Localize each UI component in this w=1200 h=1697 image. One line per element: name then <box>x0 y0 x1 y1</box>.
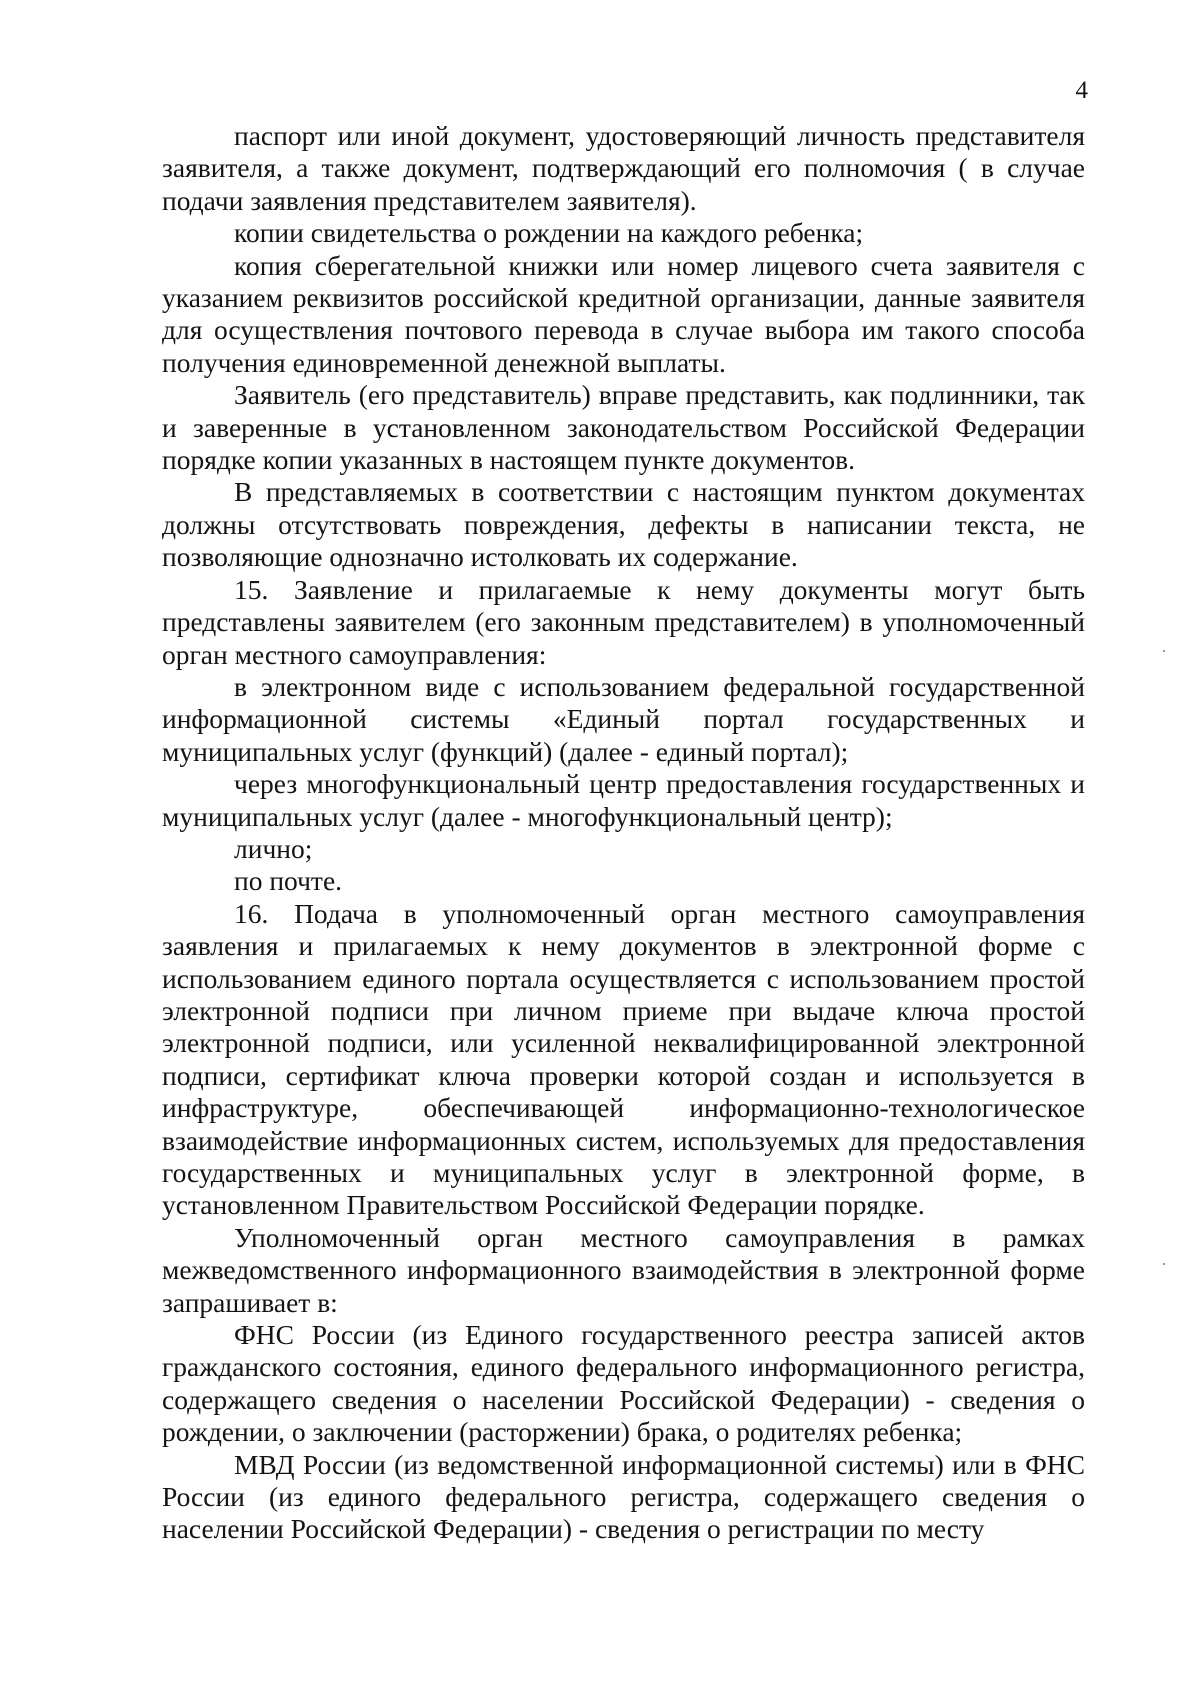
paragraph: по почте. <box>234 865 343 897</box>
paragraph: через многофункциональный центр предоставления государственных и муниципальных услуг (далее - многофункциональный центр); <box>162 768 1085 832</box>
paragraph: копия сберегательной книжки или номер лицевого счета заявителя с указанием реквизитов российской кредитной организации, данные заявителя для осуществления почтового перевода в случае выбора им такого способа получения единовременной денежной выплаты. <box>162 249 1085 378</box>
paragraph: лично; <box>234 832 313 864</box>
paragraph: копии свидетельства о рождении на каждого ребенка; <box>234 217 864 249</box>
paragraph: в электронном виде с использованием федеральной государственной информационной системы «Единый портал государственных и муниципальных услуг (функций) (далее - единый портал); <box>162 670 1085 767</box>
paragraph: МВД России (из ведомственной информационной системы) или в ФНС России (из единого федерального регистра, содержащего сведения о населении Российской Федерации) - сведения о регистрации по месту <box>162 1448 1085 1545</box>
paragraph: ФНС России (из Единого государственного реестра записей актов гражданского состояния, единого федерального информационного регистра, содержащего сведения о населении Российской Федерации) - сведения о рождении, о заключении (расторжении) брака, о родителях ребенка; <box>162 1319 1085 1448</box>
paragraph: В представляемых в соответствии с настоящим пунктом документах должны отсутствовать повреждения, дефекты в написании текста, не позволяющие однозначно истолковать их содержание. <box>162 476 1085 573</box>
document-body <box>162 120 1085 1546</box>
scan-speck <box>1163 1263 1165 1265</box>
paragraph: паспорт или иной документ, удостоверяющий личность представителя заявителя, а также документ, подтверждающий его полномочия ( в случае подачи заявления представителем заявителя). <box>162 120 1085 216</box>
paragraph: Заявитель (его представитель) вправе представить, как подлинники, так и заверенные в установленном законодательством Российской Федерации порядке копии указанных в настоящем пункте документов. <box>162 379 1085 476</box>
paragraph: 15. Заявление и прилагаемые к нему документы могут быть представлены заявителем (его законным представителем) в уполномоченный орган местного самоуправления: <box>162 573 1085 670</box>
page-number: 4 <box>1075 77 1088 104</box>
scan-speck <box>1163 650 1165 652</box>
paragraph: Уполномоченный орган местного самоуправления в рамках межведомственного информационного взаимодействия в электронной форме запрашивает в: <box>162 1221 1085 1318</box>
paragraph: 16. Подача в уполномоченный орган местного самоуправления заявления и прилагаемых к нему документов в электронной форме с использованием единого портала осуществляется с использованием простой электронной подписи при личном приеме при выдаче ключа простой электронной подписи, или усиленной неквалифицированной электронной подписи, сертификат ключа проверки которой создан и используется в инфраструктуре, обеспечивающей информационно-технологическое взаимодействие информационных систем, используемых для предоставления государственных и муниципальных услуг в электронной форме, в установленном Правительством Российской Федерации порядке. <box>162 897 1085 1221</box>
